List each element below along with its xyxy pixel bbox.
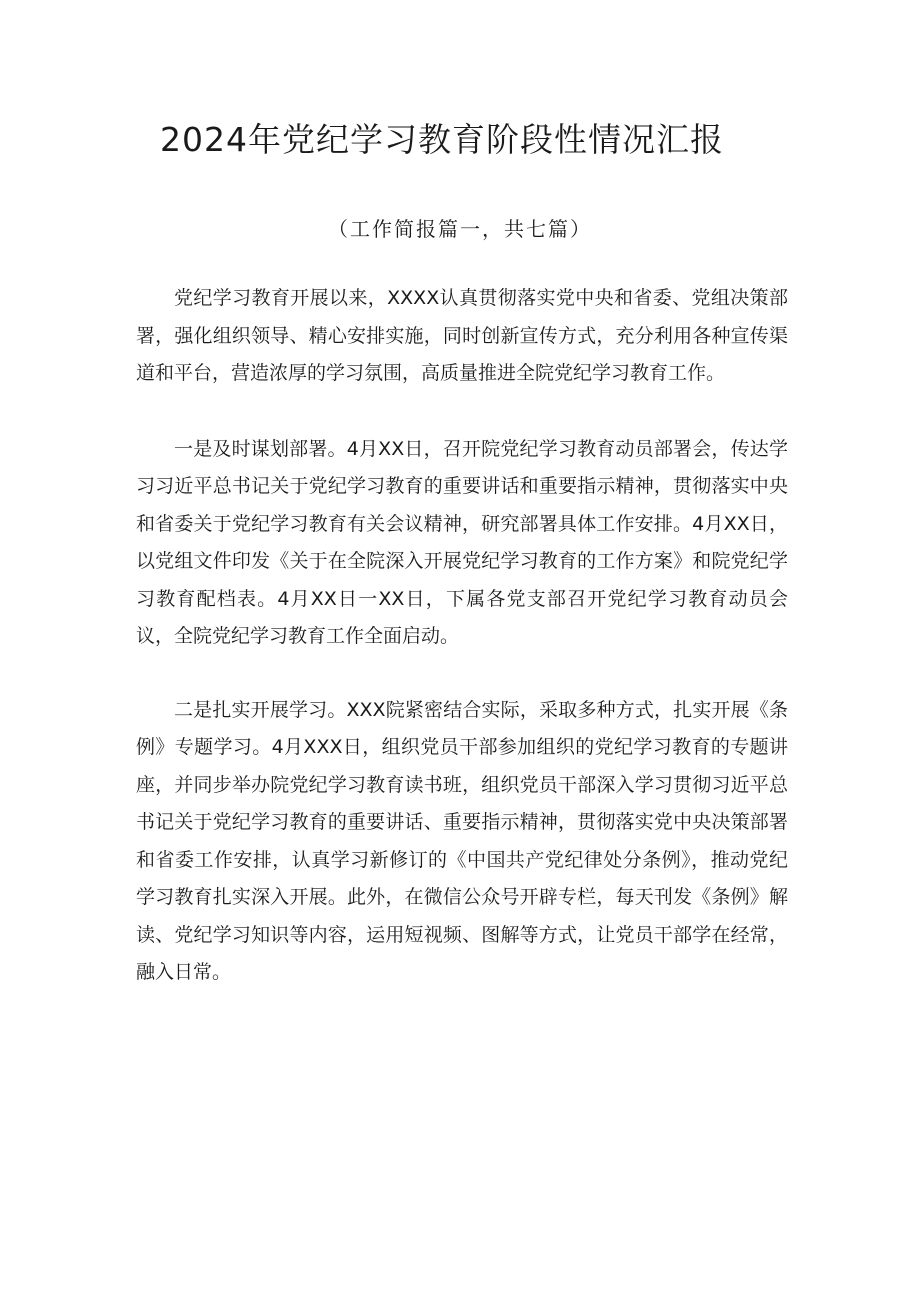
document-body	[136, 280, 788, 1030]
paragraph-study: 二是扎实开展学习。XXX院紧密结合实际，采取多种方式，扎实开展《条例》专题学习。4月XXX日，组织党员干部参加组织的党纪学习教育的专题讲座，并同步举办院党纪学习教育读书班，组织党员干部深入学习贯彻习近平总书记关于党纪学习教育的重要讲话、重要指示精神，贯彻落实党中央决策部署和省委工作安排，认真学习新修订的《中国共产党纪律处分条例》，推动党纪学习教育扎实深入开展。此外，在微信公众号开辟专栏，每天刊发《条例》解读、党纪学习知识等内容，运用短视频、图解等方式，让党员干部学在经常，融入日常。	[136, 698, 788, 983]
document-subtitle: （工作简报篇一，共七篇）	[328, 217, 592, 241]
document-title: 2024年党纪学习教育阶段性情况汇报	[160, 120, 724, 159]
paragraph-intro: 党纪学习教育开展以来，XXXX认真贯彻落实党中央和省委、党组决策部署，强化组织领导、精心安排实施，同时创新宣传方式，充分利用各种宣传渠道和平台，营造浓厚的学习氛围，高质量推进全院党纪学习教育工作。	[136, 287, 788, 384]
paragraph-planning: 一是及时谋划部署。4月XX日，召开院党纪学习教育动员部署会，传达学习习近平总书记关于党纪学习教育的重要讲话和重要指示精神，贯彻落实中央和省委关于党纪学习教育有关会议精神，研究部署具体工作安排。4月XX日，以党组文件印发《关于在全院深入开展党纪学习教育的工作方案》和院党纪学习教育配档表。4月XX日一XX日，下属各党支部召开党纪学习教育动员会议，全院党纪学习教育工作全面启动。	[136, 437, 788, 647]
